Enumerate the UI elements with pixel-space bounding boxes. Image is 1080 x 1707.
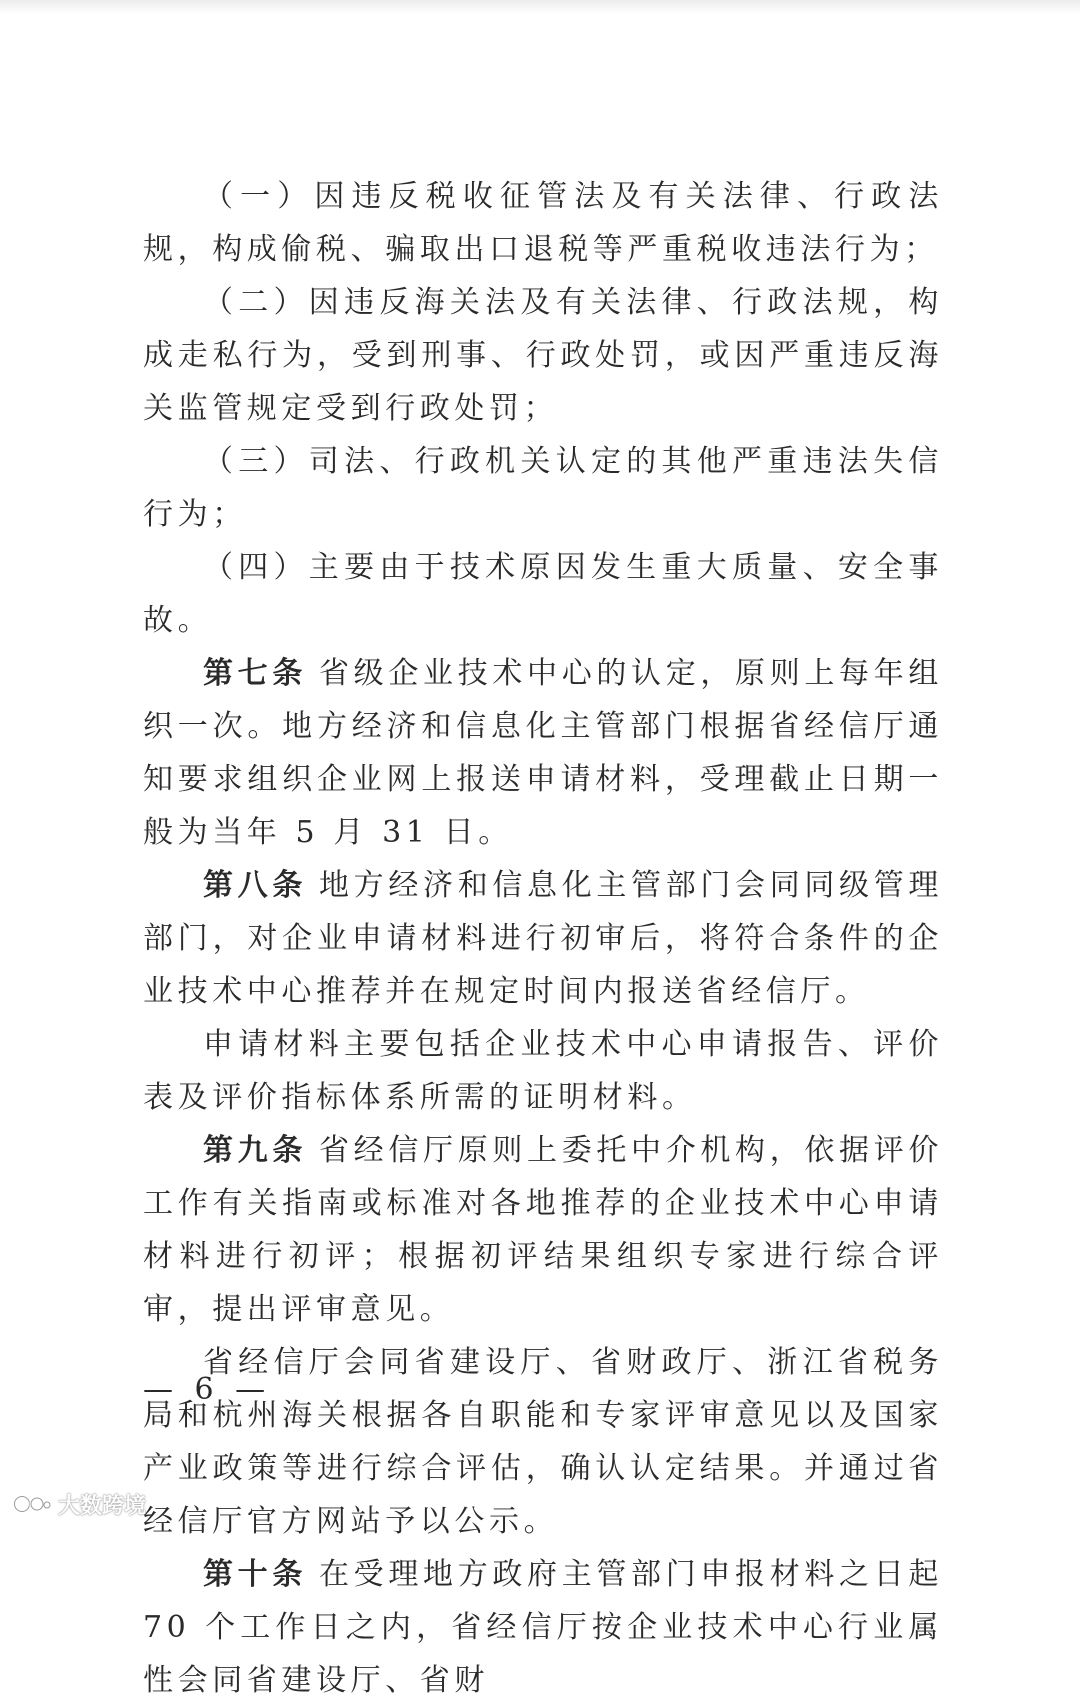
paragraph-text: （一）因违反税收征管法及有关法律、行政法规，构成偷税、骗取出口退税等严重税收违法行为； bbox=[143, 179, 943, 267]
paragraph-text: 省经信厅会同省建设厅、省财政厅、浙江省税务局和杭州海关根据各自职能和专家评审意见以及国家产业政策等进行综合评估，确认认定结果。并通过省经信厅官方网站予以公示。 bbox=[143, 1345, 943, 1539]
list-item-1 bbox=[143, 170, 943, 276]
article-10 bbox=[143, 1548, 943, 1707]
article-8 bbox=[143, 859, 943, 1018]
paragraph-text: （三）司法、行政机关认定的其他严重违法失信行为； bbox=[143, 444, 943, 532]
list-item-3 bbox=[143, 435, 943, 541]
article-heading: 第九条 bbox=[203, 1133, 308, 1168]
document-body bbox=[143, 170, 943, 1707]
list-item-4 bbox=[143, 541, 943, 647]
watermark bbox=[12, 1488, 146, 1520]
article-heading: 第十条 bbox=[203, 1557, 308, 1592]
article-7 bbox=[143, 647, 943, 859]
paragraph-text: 在受理地方政府主管部门申报材料之日起 70 个工作日之内，省经信厅按企业技术中心行业属性会同省建设厅、省财 bbox=[143, 1557, 943, 1698]
article-9-paragraph-2 bbox=[143, 1336, 943, 1548]
article-8-paragraph-2 bbox=[143, 1018, 943, 1124]
paragraph-text: 地方经济和信息化主管部门会同同级管理部门，对企业申请材料进行初审后，将符合条件的企业技术中心推荐并在规定时间内报送省经信厅。 bbox=[143, 868, 943, 1009]
paragraph-text: 省级企业技术中心的认定，原则上每年组织一次。地方经济和信息化主管部门根据省经信厅通知要求组织企业网上报送申请材料，受理截止日期一般为当年 5 月 31 日。 bbox=[143, 656, 943, 850]
paragraph-text: 省经信厅原则上委托中介机构，依据评价工作有关指南或标准对各地推荐的企业技术中心申请材料进行初评；根据初评结果组织专家进行综合评审，提出评审意见。 bbox=[143, 1133, 943, 1327]
page-number: — 6 — bbox=[143, 1372, 272, 1407]
paragraph-text: （四）主要由于技术原因发生重大质量、安全事故。 bbox=[143, 550, 943, 638]
brand-logo-icon bbox=[12, 1490, 52, 1518]
paragraph-text: 申请材料主要包括企业技术中心申请报告、评价表及评价指标体系所需的证明材料。 bbox=[143, 1027, 943, 1115]
article-heading: 第八条 bbox=[203, 868, 308, 903]
list-item-2 bbox=[143, 276, 943, 435]
page-top-edge bbox=[0, 0, 1080, 14]
article-9 bbox=[143, 1124, 943, 1336]
watermark-text: 大数跨境 bbox=[58, 1493, 147, 1519]
article-heading: 第七条 bbox=[203, 656, 308, 691]
paragraph-text: （二）因违反海关法及有关法律、行政法规，构成走私行为，受到刑事、行政处罚，或因严重违反海关监管规定受到行政处罚； bbox=[143, 285, 943, 426]
